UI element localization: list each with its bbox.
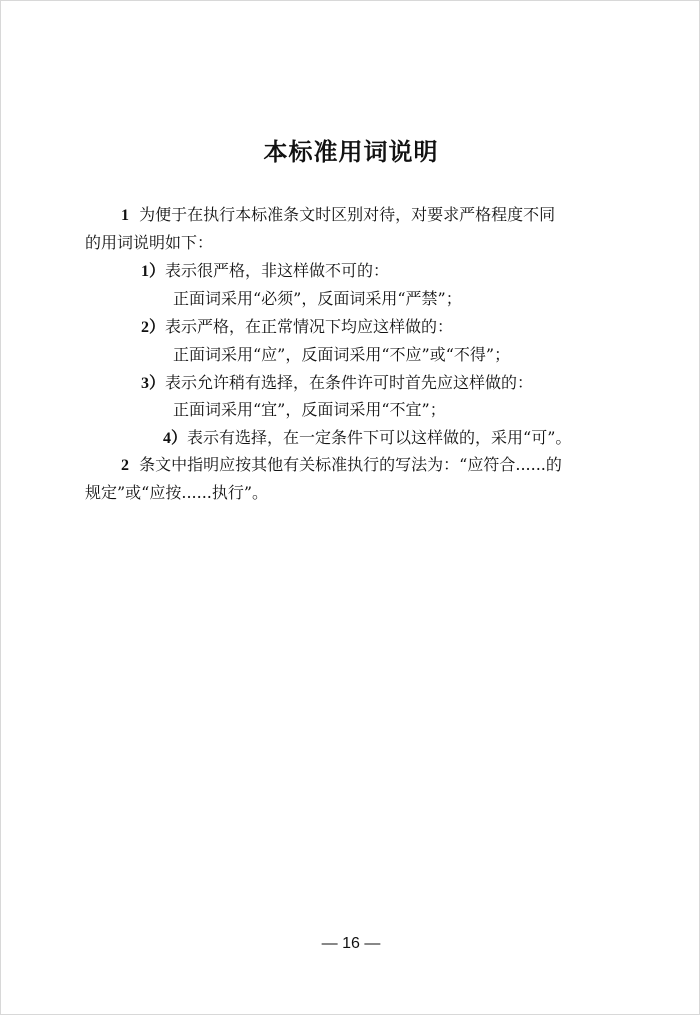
item-4-description-line	[163, 427, 571, 450]
clause-1-line-2	[85, 232, 213, 254]
item-2-description-line	[141, 316, 453, 339]
item-3-words-line	[173, 399, 446, 421]
item-3-number: 3）	[141, 375, 166, 392]
item-2-number: 2）	[141, 319, 166, 336]
clause-1-line-1	[121, 204, 555, 227]
item-2-words-line	[173, 344, 510, 366]
item-1-description: 表示很严格，非这样做不可的：	[165, 261, 390, 280]
clause-2-text-line-1: 条文中指明应按其他有关标准执行的写法为：“应符合......的	[139, 455, 562, 474]
clause-2-line-2	[85, 482, 268, 504]
item-2-description: 表示严格，在正常情况下均应这样做的：	[165, 317, 454, 336]
item-4-description: 表示有选择，在一定条件下可以这样做的，采用“可”。	[187, 428, 572, 447]
item-2-words: 正面词采用“应”，反面词采用“不应”或“不得”；	[173, 345, 511, 364]
item-1-description-line	[141, 260, 389, 283]
clause-1-text-line-1: 为便于在执行本标准条文时区别对待，对要求严格程度不同	[139, 205, 556, 224]
item-3-words: 正面词采用“宜”，反面词采用“不宜”；	[173, 400, 446, 419]
clause-2-number: 2	[121, 457, 129, 474]
page-title: 本标准用词说明	[263, 138, 439, 166]
item-1-number: 1）	[141, 263, 166, 280]
clause-2-text-line-2: 规定”或“应按......执行”。	[85, 483, 269, 502]
page-number: — 16 —	[321, 935, 381, 952]
clause-1-text-line-2: 的用词说明如下：	[85, 233, 214, 252]
clause-2-line-1	[121, 454, 562, 477]
item-3-description-line	[141, 372, 533, 395]
item-3-description: 表示允许稍有选择，在条件许可时首先应这样做的：	[165, 373, 534, 392]
item-4-number: 4）	[163, 430, 188, 447]
item-1-words-line	[173, 288, 462, 310]
item-1-words: 正面词采用“必须”，反面词采用“严禁”；	[173, 289, 462, 308]
clause-1-number: 1	[121, 207, 129, 224]
